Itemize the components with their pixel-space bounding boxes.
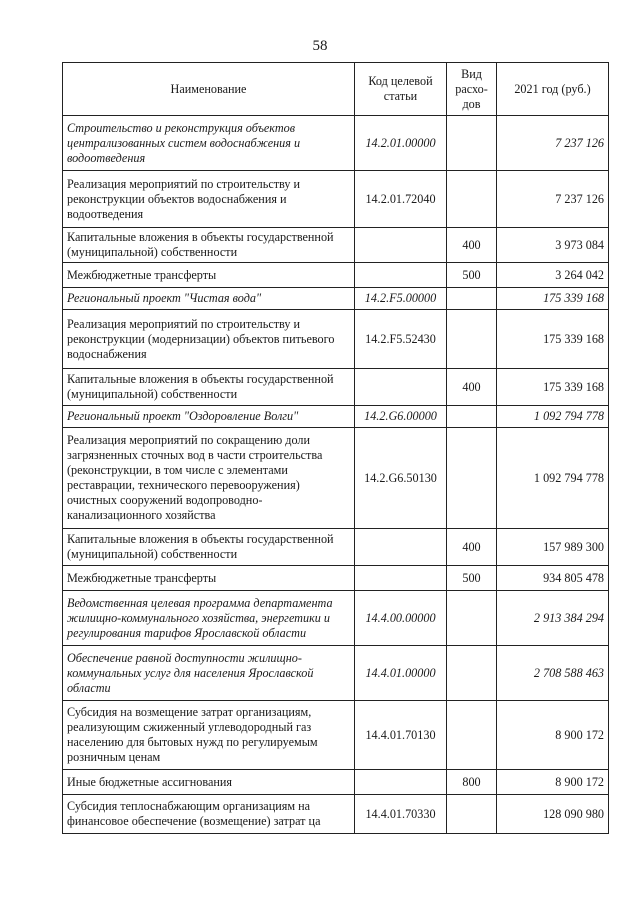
row-amount: 157 989 300	[497, 529, 609, 566]
row-code: 14.4.01.00000	[355, 646, 447, 701]
table-header-row	[63, 63, 609, 116]
row-code: 14.2.F5.00000	[355, 288, 447, 310]
row-code: 14.2.01.72040	[355, 171, 447, 228]
table-row	[63, 228, 609, 263]
row-type: 400	[447, 228, 497, 263]
table-row	[63, 171, 609, 228]
row-type	[447, 428, 497, 529]
row-type	[447, 310, 497, 369]
header-type: Вид расхо-дов	[447, 63, 497, 116]
row-type	[447, 406, 497, 428]
row-code	[355, 263, 447, 288]
row-type: 800	[447, 770, 497, 795]
table-row	[63, 795, 609, 834]
table-row	[63, 288, 609, 310]
row-amount: 3 973 084	[497, 228, 609, 263]
row-type	[447, 171, 497, 228]
table-row	[63, 310, 609, 369]
row-amount: 1 092 794 778	[497, 428, 609, 529]
row-code	[355, 369, 447, 406]
row-amount: 2 708 588 463	[497, 646, 609, 701]
header-code: Код целевой статьи	[355, 63, 447, 116]
row-name: Капитальные вложения в объекты государственной (муниципальной) собственности	[63, 529, 355, 566]
table-row	[63, 770, 609, 795]
header-amount: 2021 год (руб.)	[497, 63, 609, 116]
row-amount: 128 090 980	[497, 795, 609, 834]
row-code: 14.4.01.70130	[355, 701, 447, 770]
table-row	[63, 646, 609, 701]
row-name: Реализация мероприятий по строительству и реконструкции объектов водоснабжения и водоотведения	[63, 171, 355, 228]
row-amount: 7 237 126	[497, 116, 609, 171]
row-code	[355, 228, 447, 263]
row-code	[355, 566, 447, 591]
row-code: 14.2.G6.50130	[355, 428, 447, 529]
row-name: Реализация мероприятий по строительству и реконструкции (модернизации) объектов питьевого водоснабжения	[63, 310, 355, 369]
row-amount: 175 339 168	[497, 310, 609, 369]
table-row	[63, 428, 609, 529]
row-name: Реализация мероприятий по сокращению доли загрязненных сточных вод в части строительства (реконструкции, в том числе с элементами реставрации, технического перевооружения) очистных сооружений водопроводно-канализационного хозяйства	[63, 428, 355, 529]
row-amount: 175 339 168	[497, 288, 609, 310]
table-row	[63, 701, 609, 770]
row-amount: 8 900 172	[497, 770, 609, 795]
row-name: Региональный проект "Чистая вода"	[63, 288, 355, 310]
row-amount: 8 900 172	[497, 701, 609, 770]
row-amount: 7 237 126	[497, 171, 609, 228]
row-type: 400	[447, 529, 497, 566]
row-name: Строительство и реконструкция объектов централизованных систем водоснабжения и водоотведения	[63, 116, 355, 171]
row-type	[447, 591, 497, 646]
table-row	[63, 566, 609, 591]
table-row	[63, 591, 609, 646]
table-row	[63, 263, 609, 288]
row-type	[447, 795, 497, 834]
row-code: 14.2.01.00000	[355, 116, 447, 171]
row-name: Межбюджетные трансферты	[63, 263, 355, 288]
row-code: 14.4.00.00000	[355, 591, 447, 646]
row-type: 500	[447, 566, 497, 591]
table-row	[63, 369, 609, 406]
row-code	[355, 770, 447, 795]
row-name: Ведомственная целевая программа департамента жилищно-коммунального хозяйства, энергетики и регулирования тарифов Ярославской области	[63, 591, 355, 646]
row-name: Субсидия теплоснабжающим организациям на финансовое обеспечение (возмещение) затрат ца	[63, 795, 355, 834]
row-type	[447, 701, 497, 770]
row-code	[355, 529, 447, 566]
row-code: 14.2.G6.00000	[355, 406, 447, 428]
budget-table	[62, 62, 609, 834]
row-name: Капитальные вложения в объекты государственной (муниципальной) собственности	[63, 369, 355, 406]
table-row	[63, 116, 609, 171]
table-row	[63, 529, 609, 566]
row-amount: 2 913 384 294	[497, 591, 609, 646]
row-name: Обеспечение равной доступности жилищно-коммунальных услуг для населения Ярославской области	[63, 646, 355, 701]
header-name: Наименование	[63, 63, 355, 116]
page-number: 58	[312, 38, 328, 54]
row-type	[447, 116, 497, 171]
row-amount: 934 805 478	[497, 566, 609, 591]
row-amount: 175 339 168	[497, 369, 609, 406]
row-name: Субсидия на возмещение затрат организациям, реализующим сжиженный углеводородный газ населению для бытовых нужд по регулируемым розничным ценам	[63, 701, 355, 770]
row-code: 14.4.01.70330	[355, 795, 447, 834]
row-code: 14.2.F5.52430	[355, 310, 447, 369]
table-row	[63, 406, 609, 428]
row-name: Межбюджетные трансферты	[63, 566, 355, 591]
row-name: Капитальные вложения в объекты государственной (муниципальной) собственности	[63, 228, 355, 263]
row-type: 400	[447, 369, 497, 406]
row-amount: 1 092 794 778	[497, 406, 609, 428]
row-name: Региональный проект "Оздоровление Волги"	[63, 406, 355, 428]
row-name: Иные бюджетные ассигнования	[63, 770, 355, 795]
row-amount: 3 264 042	[497, 263, 609, 288]
row-type	[447, 646, 497, 701]
row-type	[447, 288, 497, 310]
row-type: 500	[447, 263, 497, 288]
